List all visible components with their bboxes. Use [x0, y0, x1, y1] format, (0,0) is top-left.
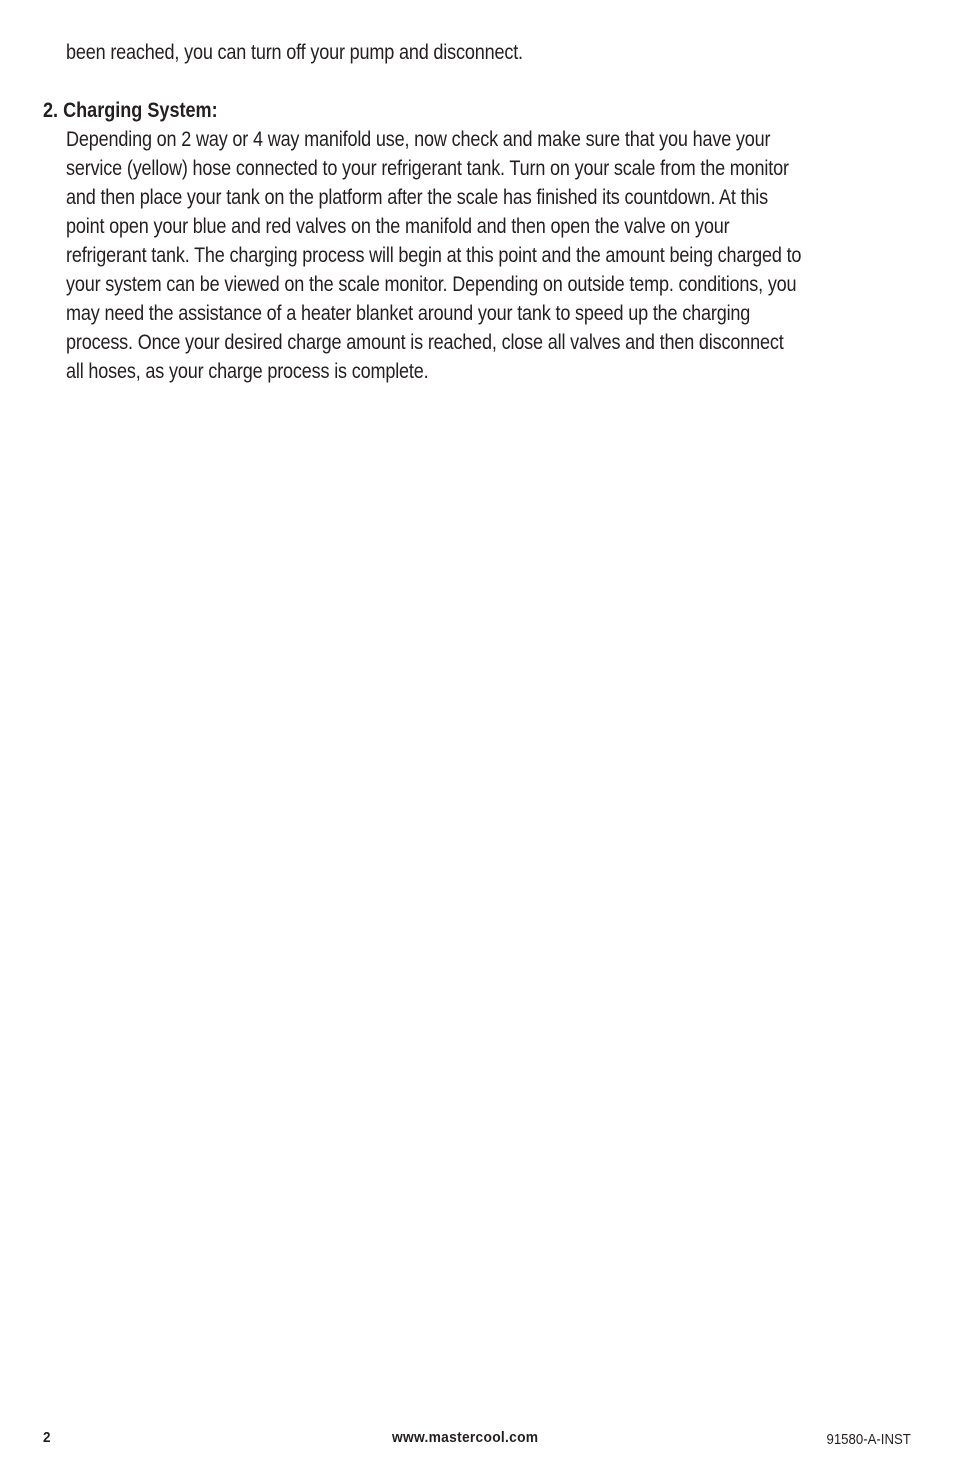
section-body	[66, 125, 926, 386]
body-line: and then place your tank on the platform after the scale has finished its countdown. At this	[66, 186, 769, 209]
body-line: all hoses, as your charge process is complete.	[66, 360, 429, 383]
body-line: refrigerant tank. The charging process will begin at this point and the amount being charged to	[66, 244, 802, 267]
page-number: 2	[43, 1429, 51, 1446]
charging-system-section	[43, 96, 923, 386]
document-code: 91580-A-INST	[826, 1431, 911, 1448]
section-heading: 2. Charging System:	[43, 99, 218, 122]
body-line: Depending on 2 way or 4 way manifold use, now check and make sure that you have your	[66, 128, 771, 151]
website-url: www.mastercool.com	[392, 1429, 539, 1446]
body-line: your system can be viewed on the scale monitor. Depending on outside temp. conditions, you	[66, 273, 797, 296]
body-line: service (yellow) hose connected to your refrigerant tank. Turn on your scale from the monitor	[66, 157, 789, 180]
body-line: process. Once your desired charge amount is reached, close all valves and then disconnect	[66, 331, 784, 354]
body-line: may need the assistance of a heater blanket around your tank to speed up the charging	[66, 302, 751, 325]
body-line: point open your blue and red valves on the manifold and then open the valve on your	[66, 215, 730, 238]
continued-paragraph: been reached, you can turn off your pump and disconnect.	[66, 41, 523, 64]
